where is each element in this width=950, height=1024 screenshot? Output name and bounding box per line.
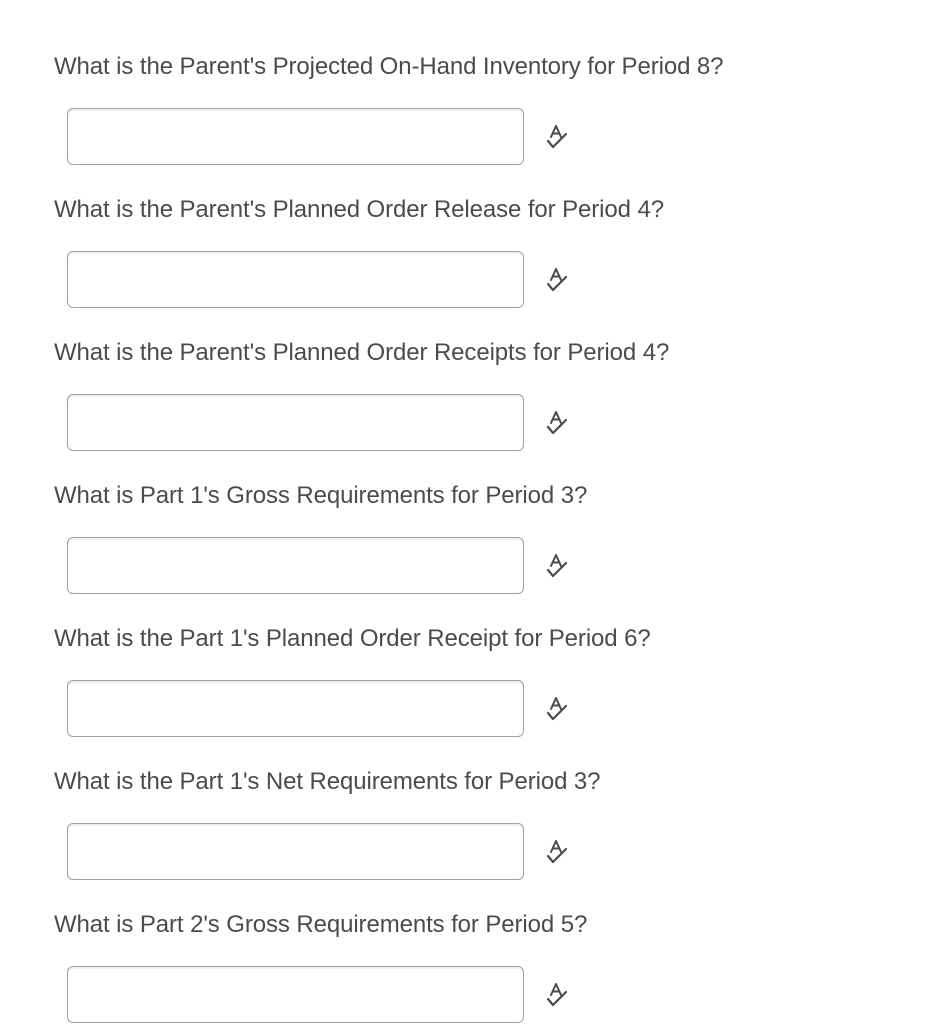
question-6 [0, 715, 950, 858]
question-text: What is the Parent's Planned Order Release for Period 4? [54, 196, 664, 223]
answer-input-7[interactable] [67, 966, 524, 1023]
question-2 [0, 143, 950, 286]
question-text: What is Part 2's Gross Requirements for Period 5? [54, 911, 588, 938]
question-4 [0, 429, 950, 572]
question-3 [0, 286, 950, 429]
question-text: What is the Part 1's Net Requirements for Period 3? [54, 768, 601, 795]
question-text: What is the Part 1's Planned Order Receipt for Period 6? [54, 625, 651, 652]
spell-check-icon[interactable] [542, 980, 572, 1010]
question-5 [0, 572, 950, 715]
question-text: What is Part 1's Gross Requirements for Period 3? [54, 482, 588, 509]
question-1 [0, 0, 950, 143]
question-text: What is the Parent's Projected On-Hand Inventory for Period 8? [54, 53, 724, 80]
question-text: What is the Parent's Planned Order Receipts for Period 4? [54, 339, 670, 366]
question-7 [0, 858, 950, 1001]
